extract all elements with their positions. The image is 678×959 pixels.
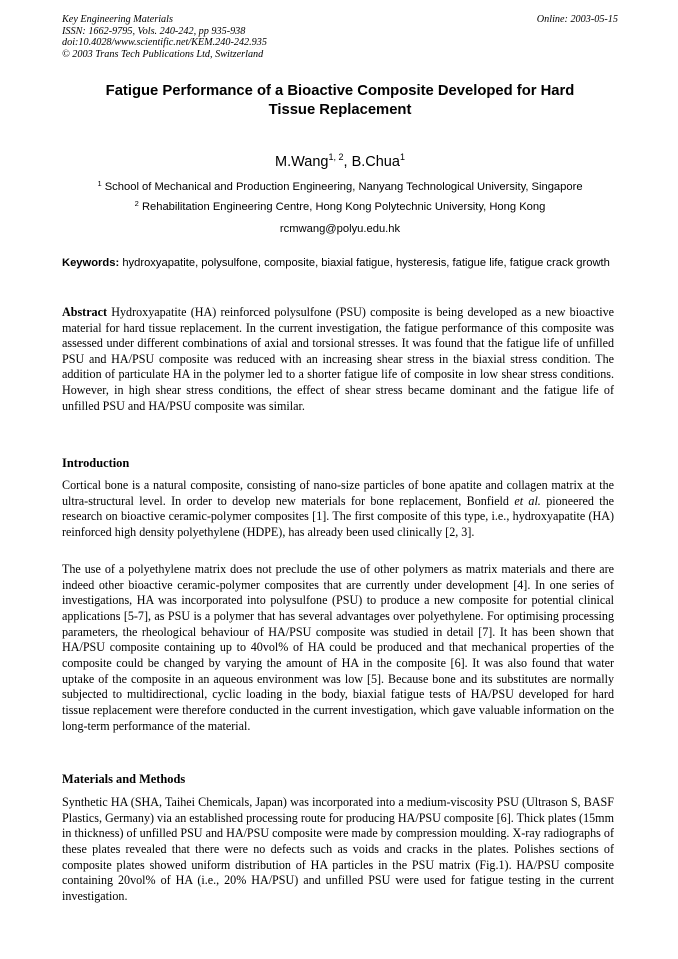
abstract: [62, 305, 614, 414]
affiliation-text: School of Mechanical and Production Engineering, Nanyang Technological University, Singapore: [104, 181, 583, 193]
author-name: M.Wang: [275, 154, 329, 170]
author-separator: ,: [343, 154, 352, 170]
affiliation-2: [62, 200, 618, 214]
author-name: B.Chua: [351, 154, 400, 170]
title-line-2: Tissue Replacement: [268, 102, 412, 118]
affiliation-1: [62, 180, 618, 194]
title-line-1: Fatigue Performance of a Bioactive Composite Developed for Hard: [105, 83, 575, 99]
journal-header: [62, 14, 618, 60]
contact-email: rcmwang@polyu.edu.hk: [279, 223, 401, 235]
introduction-paragraph-1: [62, 478, 614, 541]
keywords-text: hydroxyapatite, polysulfone, composite, biaxial fatigue, hysteresis, fatigue life, fatigue crack growth: [122, 257, 610, 269]
journal-issn: ISSN: 1662-9795, Vols. 240-242, pp 935-938: [62, 25, 246, 37]
section-heading-materials-methods: Materials and Methods: [62, 772, 186, 786]
journal-name: Key Engineering Materials: [62, 14, 173, 25]
journal-doi: doi:10.4028/www.scientific.net/KEM.240-242.935: [62, 37, 267, 48]
keywords: [62, 256, 614, 271]
journal-copyright: © 2003 Trans Tech Publications Ltd, Switzerland: [62, 48, 264, 60]
abstract-text: Hydroxyapatite (HA) reinforced polysulfone (PSU) composite is being developed as a new bioactive material for hard tissue replacement. In the current investigation, the fatigue performance of this composite was assessed under different combinations of axial and torsional stresses. It was found that the fatigue life of unfilled PSU and HA/PSU composite was reduced with an increasing shear stress in the biaxial stress condition. The addition of particulate HA in the polymer led to a shorter fatigue life of composite in low shear stress conditions. However, in high shear stress conditions, the effect of shear stress became dominant and the fatigue life of unfilled PSU and HA/PSU composite was similar.: [62, 305, 614, 413]
author-affiliation-marker: 1, 2: [328, 152, 344, 162]
section-heading-introduction: Introduction: [62, 456, 130, 470]
affiliation-marker: 2: [134, 199, 139, 208]
et-al: et al.: [514, 493, 541, 508]
paragraph-text: Cortical bone is a natural composite, consisting of nano-size particles of bone apatite and collagen matrix at the ultra-structural level. In order to develop new materials for bone replacement, Bonfield: [62, 478, 614, 508]
author-list: [62, 153, 618, 171]
keywords-label: Keywords:: [62, 257, 120, 269]
affiliation-marker: 1: [97, 179, 102, 188]
abstract-label: Abstract: [62, 305, 108, 319]
affiliation-text: Rehabilitation Engineering Centre, Hong Kong Polytechnic University, Hong Kong: [141, 201, 546, 213]
introduction-paragraph-2: The use of a polyethylene matrix does not preclude the use of other polymers as matrix materials and there are indeed other bioactive ceramic-polymer composites that are currently under development [4]. In one series of investigations, HA was incorporated into polysulfone (PSU) to produce a new composite for potential clinical applications [5-7], as PSU is a polymer that has several advantages over polyethylene. For optimising processing parameters, the rheological behaviour of HA/PSU composite was studied in detail [7]. It has been shown that HA/PSU composite containing up to 40vol% of HA could be produced and that mechanical properties of the composite could be changed by varying the amount of HA in the composite [6]. It was also found that water uptake of the composite in an aqueous environment was low [5]. Because bone and its substitutes are normally subjected to multidirectional, cyclic loading in the body, biaxial fatigue tests of HA/PSU developed for hard tissue replacement were therefore conducted in the current investigation, which gave valuable information on the long-term performance of the material.: [62, 562, 614, 733]
author-affiliation-marker: 1: [399, 152, 405, 162]
online-date: Online: 2003-05-15: [536, 14, 618, 25]
paragraph-text: pioneered the research on bioactive ceramic-polymer composites [1]. The first composite of this type, i.e., hydroxyapatite (HA) reinforced high density polyethylene (HDPE), has already been used clinically [2, 3].: [62, 493, 615, 539]
paper-title: [62, 82, 618, 120]
methods-paragraph-1: Synthetic HA (SHA, Taihei Chemicals, Japan) was incorporated into a medium-viscosity PSU (Ultrason S, BASF Plastics, Germany) via an established processing route for producing HA/PSU composite [6]. Thick plates (15mm in thickness) of unfilled PSU and HA/PSU composite were made by compression moulding. X-ray radiographs of these plates revealed that there were no defects such as voids and cracks in the plates. Polishes sections of composite plates showed uniform distribution of HA particles in the PSU matrix (Fig.1). HA/PSU composite containing 20vol% of HA (i.e., 20% HA/PSU) and unfilled PSU were used for fatigue testing in the current investigation.: [62, 795, 614, 903]
